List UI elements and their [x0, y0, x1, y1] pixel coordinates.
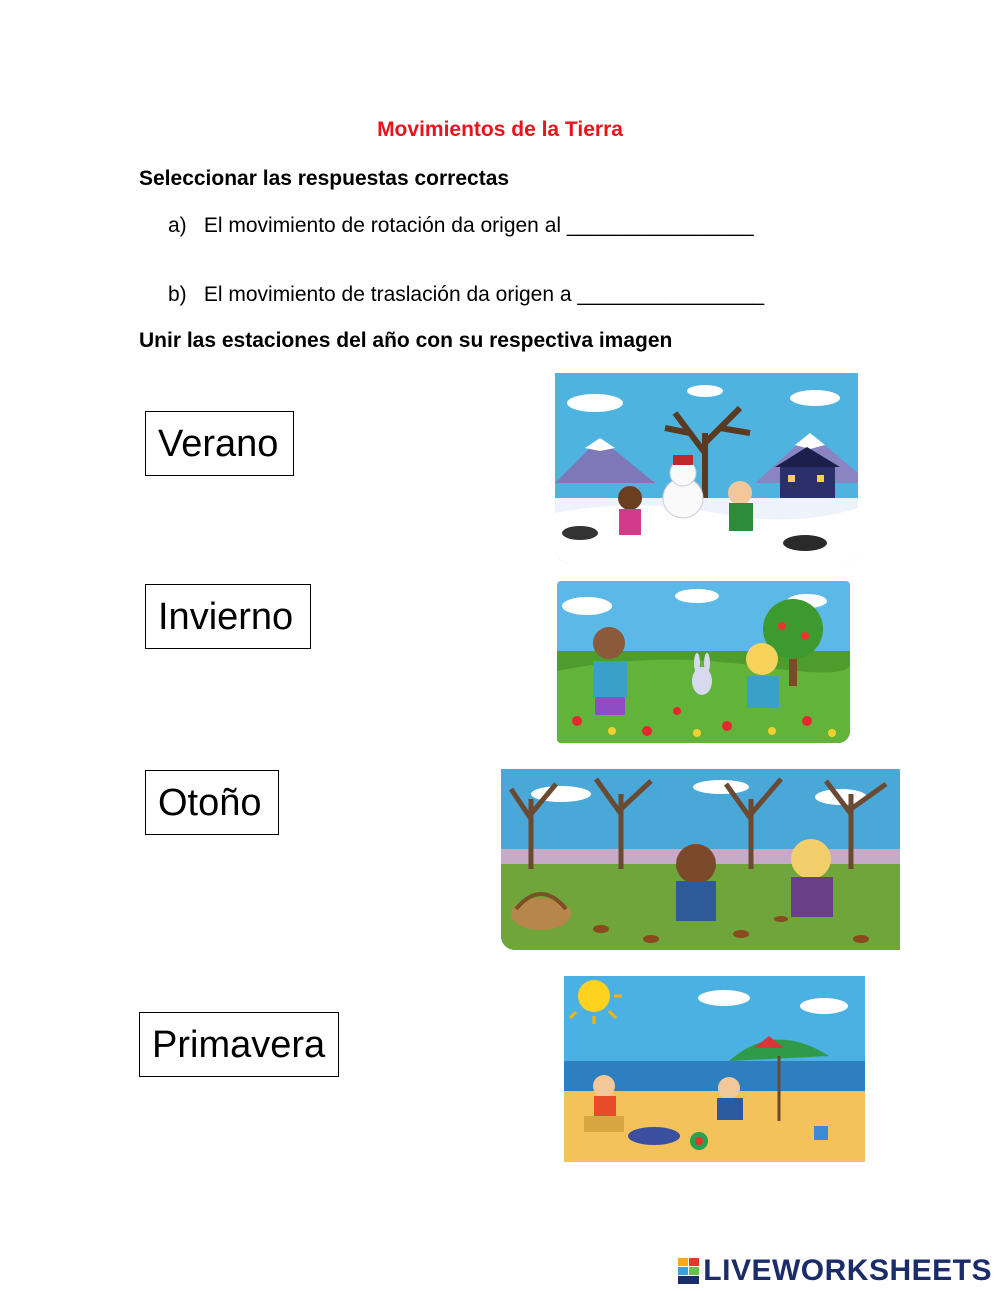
liveworksheets-logo-icon	[678, 1258, 700, 1284]
season-box-verano[interactable]: Verano	[145, 411, 294, 476]
liveworksheets-logo	[678, 1254, 992, 1288]
season-box-otono[interactable]: Otoño	[145, 770, 279, 835]
spring-scene-illustration[interactable]	[557, 581, 850, 743]
summer-beach-scene-illustration[interactable]	[564, 976, 865, 1162]
page-title: Movimientos de la Tierra	[377, 118, 623, 141]
liveworksheets-logo-text: LIVEWORKSHEETS	[703, 1254, 992, 1287]
question-a-label: a)	[168, 214, 187, 237]
question-b-text[interactable]: El movimiento de traslación da origen a ________________	[203, 283, 765, 306]
winter-scene-illustration[interactable]	[555, 373, 858, 563]
season-box-invierno[interactable]: Invierno	[145, 584, 311, 649]
season-box-primavera[interactable]: Primavera	[139, 1012, 339, 1077]
question-a-text[interactable]: El movimiento de rotación da origen al ________________	[203, 214, 754, 237]
question-b-label: b)	[168, 283, 187, 306]
autumn-scene-illustration[interactable]	[501, 769, 900, 950]
question-b	[168, 283, 764, 307]
instruction-match-seasons: Unir las estaciones del año con su respectiva imagen	[139, 329, 673, 352]
question-a	[168, 214, 754, 238]
instruction-select-answers: Seleccionar las respuestas correctas	[139, 167, 510, 190]
